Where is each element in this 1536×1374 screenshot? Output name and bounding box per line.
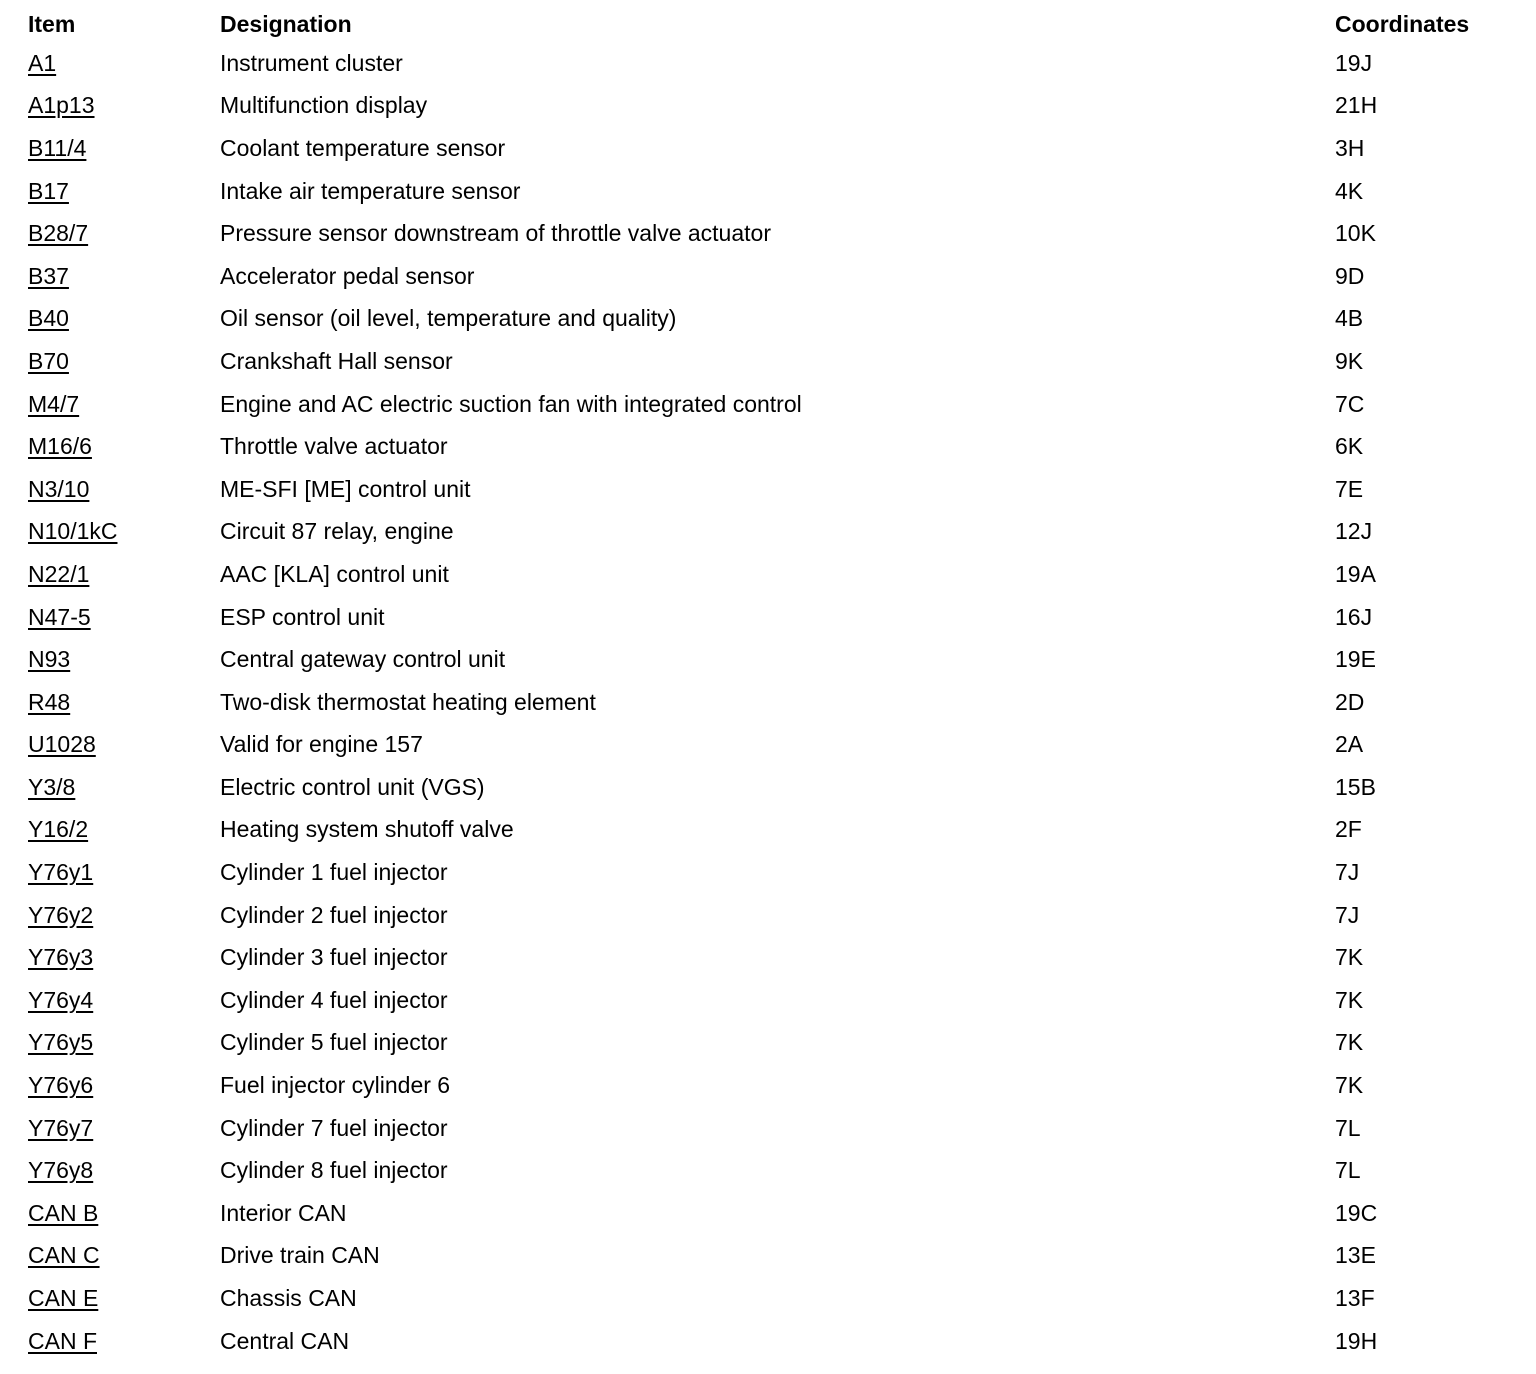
coordinates-cell: 15B <box>1335 773 1376 800</box>
coordinates-cell: 19A <box>1335 560 1376 587</box>
designation-cell: AAC [KLA] control unit <box>220 560 449 587</box>
coordinates-cell: 19C <box>1335 1199 1378 1226</box>
designation-cell: Cylinder 4 fuel injector <box>220 986 448 1013</box>
item-cell <box>28 688 220 715</box>
item-link[interactable]: CAN E <box>28 1285 99 1312</box>
item-link[interactable]: N22/1 <box>28 560 90 587</box>
item-cell <box>28 94 220 117</box>
item-cell <box>28 733 220 756</box>
item-link[interactable]: Y76y2 <box>28 901 94 928</box>
coordinates-cell: 2A <box>1335 731 1364 758</box>
item-cell <box>28 307 220 330</box>
table-body <box>28 42 1518 1362</box>
item-link[interactable]: Y76y4 <box>28 986 94 1013</box>
item-link[interactable]: B28/7 <box>28 220 89 247</box>
coordinates-cell: 7L <box>1335 1114 1361 1141</box>
item-link[interactable]: Y76y1 <box>28 859 94 886</box>
item-cell <box>28 603 220 630</box>
item-cell <box>28 262 220 289</box>
designation-cell: Cylinder 1 fuel injector <box>220 859 448 886</box>
table-row <box>28 42 1518 85</box>
coordinates-cell: 2D <box>1335 688 1365 715</box>
designation-cell: Cylinder 8 fuel injector <box>220 1157 448 1184</box>
designation-cell: Instrument cluster <box>220 49 403 76</box>
table-row <box>28 1277 1518 1320</box>
table-row <box>28 553 1518 596</box>
coordinates-cell: 7K <box>1335 1072 1364 1099</box>
item-cell <box>28 475 220 502</box>
item-cell <box>28 1199 220 1226</box>
coordinates-cell: 10K <box>1335 220 1376 247</box>
coordinates-cell: 19J <box>1335 49 1373 76</box>
coordinates-cell: 7K <box>1335 986 1364 1013</box>
item-link[interactable]: B40 <box>28 305 69 332</box>
designation-cell: Electric control unit (VGS) <box>220 773 485 800</box>
coordinates-cell: 13F <box>1335 1285 1375 1312</box>
coordinates-cell: 9K <box>1335 347 1364 374</box>
item-link[interactable]: A1p13 <box>28 92 95 119</box>
item-link[interactable]: M4/7 <box>28 390 80 417</box>
coordinates-cell: 21H <box>1335 92 1378 119</box>
table-row <box>28 1320 1518 1363</box>
item-link[interactable]: Y76y3 <box>28 944 94 971</box>
table-row <box>28 425 1518 468</box>
table-row <box>28 511 1518 554</box>
coordinates-cell: 16J <box>1335 603 1373 630</box>
table-row <box>28 638 1518 681</box>
item-cell <box>28 134 220 161</box>
designation-cell: Fuel injector cylinder 6 <box>220 1072 451 1099</box>
item-link[interactable]: Y76y8 <box>28 1157 94 1184</box>
coordinates-cell: 13E <box>1335 1242 1376 1269</box>
table-row <box>28 127 1518 170</box>
coordinates-cell: 19H <box>1335 1327 1378 1354</box>
coordinates-cell: 2F <box>1335 816 1362 843</box>
item-link[interactable]: M16/6 <box>28 433 92 460</box>
coordinates-cell: 3H <box>1335 134 1365 161</box>
table-row <box>28 1064 1518 1107</box>
designation-cell: Accelerator pedal sensor <box>220 262 475 289</box>
item-link[interactable]: Y76y5 <box>28 1029 94 1056</box>
table-row <box>28 383 1518 426</box>
item-cell <box>28 1114 220 1141</box>
item-link[interactable]: R48 <box>28 688 71 715</box>
table-row <box>28 596 1518 639</box>
designation-cell: Engine and AC electric suction fan with integrated control <box>220 390 802 417</box>
item-cell <box>28 1159 220 1182</box>
item-link[interactable]: Y16/2 <box>28 816 89 843</box>
table-row <box>28 255 1518 298</box>
coordinates-cell: 7C <box>1335 390 1365 417</box>
table-row <box>28 1107 1518 1150</box>
table-row <box>28 936 1518 979</box>
header-item: Item <box>28 10 76 37</box>
table-row <box>28 894 1518 937</box>
table-row <box>28 724 1518 767</box>
designation-cell: Two-disk thermostat heating element <box>220 688 596 715</box>
table-row <box>28 212 1518 255</box>
item-link[interactable]: Y76y7 <box>28 1114 94 1141</box>
item-link[interactable]: CAN C <box>28 1242 100 1269</box>
coordinates-cell: 4B <box>1335 305 1364 332</box>
item-cell <box>28 520 220 543</box>
item-cell <box>28 390 220 417</box>
item-link[interactable]: B11/4 <box>28 134 87 161</box>
coordinates-cell: 7K <box>1335 1029 1364 1056</box>
item-cell <box>28 49 220 76</box>
designation-cell: Cylinder 2 fuel injector <box>220 901 448 928</box>
item-link[interactable]: B70 <box>28 347 69 374</box>
table-row <box>28 809 1518 852</box>
designation-cell: Pressure sensor downstream of throttle valve actuator <box>220 220 771 247</box>
designation-cell: Heating system shutoff valve <box>220 816 514 843</box>
coordinates-cell: 12J <box>1335 518 1373 545</box>
designation-cell: Central CAN <box>220 1327 350 1354</box>
coordinates-cell: 9D <box>1335 262 1365 289</box>
item-cell <box>28 347 220 374</box>
item-link[interactable]: N47-5 <box>28 603 91 630</box>
coordinates-cell: 7E <box>1335 475 1364 502</box>
designation-cell: ESP control unit <box>220 603 385 630</box>
legend-table <box>28 6 1518 1362</box>
item-link[interactable]: N10/1kC <box>28 518 118 545</box>
item-cell <box>28 1074 220 1097</box>
coordinates-cell: 7J <box>1335 859 1360 886</box>
designation-cell: Chassis CAN <box>220 1285 357 1312</box>
item-cell <box>28 773 220 800</box>
coordinates-cell: 7K <box>1335 944 1364 971</box>
designation-cell: Circuit 87 relay, engine <box>220 518 454 545</box>
table-row <box>28 766 1518 809</box>
table-row <box>28 468 1518 511</box>
item-cell <box>28 1244 220 1267</box>
header-coordinates: Coordinates <box>1335 10 1470 37</box>
item-cell <box>28 560 220 587</box>
item-cell <box>28 435 220 458</box>
coordinates-cell: 6K <box>1335 433 1364 460</box>
item-cell <box>28 861 220 884</box>
table-row <box>28 1235 1518 1278</box>
item-cell <box>28 986 220 1013</box>
designation-cell: Cylinder 3 fuel injector <box>220 944 448 971</box>
item-link[interactable]: N3/10 <box>28 475 90 502</box>
designation-cell: Interior CAN <box>220 1199 347 1226</box>
designation-cell: Cylinder 5 fuel injector <box>220 1029 448 1056</box>
item-link[interactable]: U1028 <box>28 731 96 758</box>
designation-cell: Cylinder 7 fuel injector <box>220 1114 448 1141</box>
designation-cell: Intake air temperature sensor <box>220 177 521 204</box>
table-header <box>28 6 1518 42</box>
table-row <box>28 851 1518 894</box>
table-row <box>28 1192 1518 1235</box>
table-row <box>28 1022 1518 1065</box>
designation-cell: Coolant temperature sensor <box>220 134 506 161</box>
item-link[interactable]: CAN B <box>28 1199 99 1226</box>
coordinates-cell: 19E <box>1335 646 1376 673</box>
item-link[interactable]: N93 <box>28 646 71 673</box>
header-designation: Designation <box>220 10 352 37</box>
item-cell <box>28 946 220 969</box>
item-cell <box>28 177 220 204</box>
table-row <box>28 681 1518 724</box>
item-link[interactable]: B37 <box>28 262 69 289</box>
item-cell <box>28 648 220 671</box>
item-cell <box>28 818 220 841</box>
designation-cell: Oil sensor (oil level, temperature and quality) <box>220 305 677 332</box>
item-link[interactable]: A1 <box>28 49 57 76</box>
item-link[interactable]: B17 <box>28 177 69 204</box>
item-link[interactable]: Y3/8 <box>28 773 76 800</box>
item-cell <box>28 1327 220 1354</box>
item-cell <box>28 1031 220 1054</box>
item-link[interactable]: Y76y6 <box>28 1072 94 1099</box>
item-cell <box>28 1287 220 1310</box>
designation-cell: Throttle valve actuator <box>220 433 448 460</box>
item-cell <box>28 901 220 928</box>
designation-cell: ME-SFI [ME] control unit <box>220 475 471 502</box>
item-cell <box>28 222 220 245</box>
table-row <box>28 170 1518 213</box>
table-row <box>28 85 1518 128</box>
designation-cell: Drive train CAN <box>220 1242 380 1269</box>
table-row <box>28 979 1518 1022</box>
coordinates-cell: 7J <box>1335 901 1360 928</box>
designation-cell: Valid for engine 157 <box>220 731 423 758</box>
designation-cell: Crankshaft Hall sensor <box>220 347 453 374</box>
table-row <box>28 1149 1518 1192</box>
item-link[interactable]: CAN F <box>28 1327 97 1354</box>
designation-cell: Multifunction display <box>220 92 428 119</box>
table-row <box>28 340 1518 383</box>
coordinates-cell: 7L <box>1335 1157 1361 1184</box>
table-row <box>28 298 1518 341</box>
coordinates-cell: 4K <box>1335 177 1364 204</box>
designation-cell: Central gateway control unit <box>220 646 506 673</box>
